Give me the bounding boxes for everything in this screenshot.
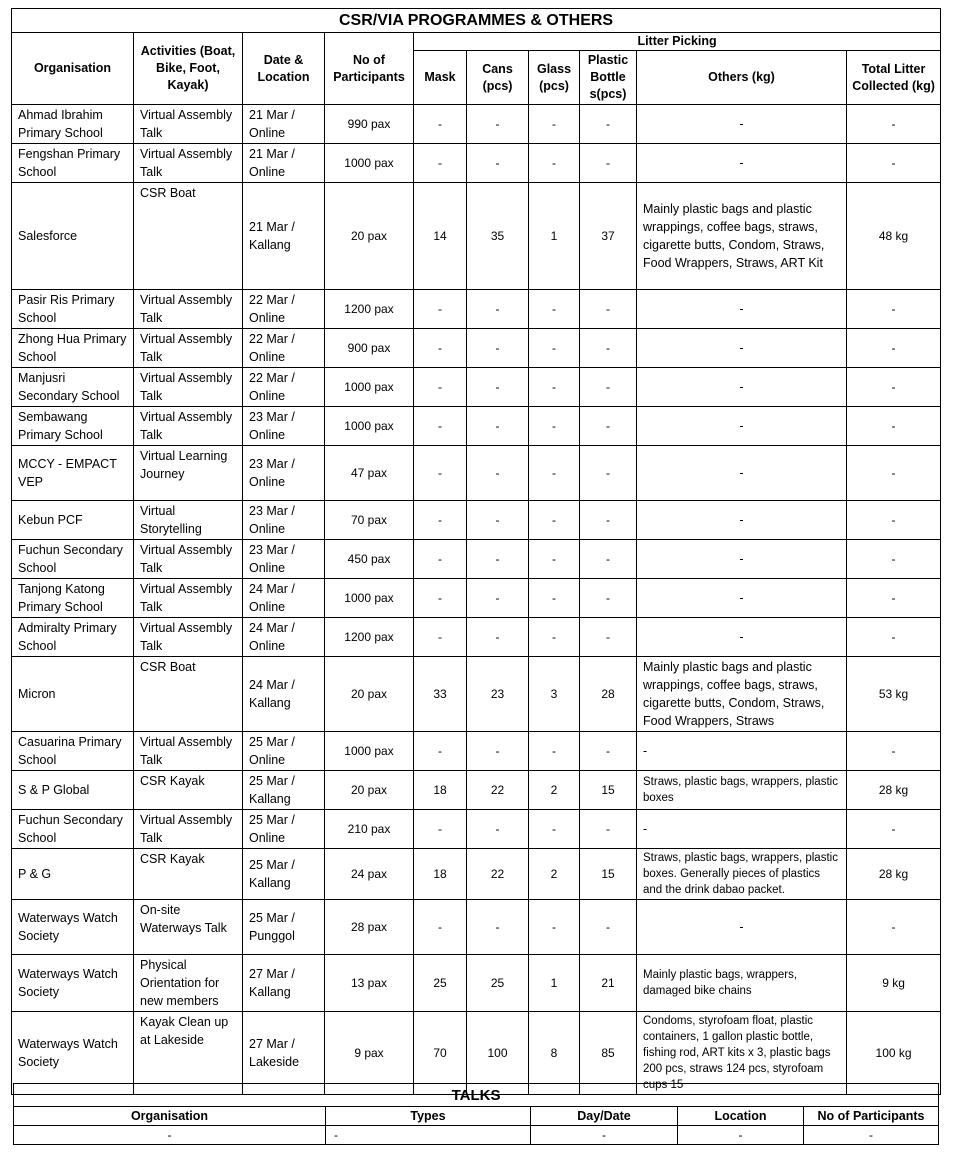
activity-cell: Virtual Assembly Talk: [134, 329, 243, 368]
plastic-bottles-count-cell: -: [580, 144, 637, 183]
others-cell: -: [637, 501, 847, 540]
date-location-cell: 25 Mar / Online: [243, 732, 325, 771]
total-litter-cell: -: [847, 900, 941, 955]
date-location-cell: 22 Mar / Online: [243, 290, 325, 329]
organisation-cell: Fuchun Secondary School: [12, 540, 134, 579]
cans-count-cell: -: [467, 144, 529, 183]
glass-count-cell: -: [529, 290, 580, 329]
mask-count-cell: 70: [414, 1012, 467, 1095]
activity-cell: CSR Boat: [134, 183, 243, 290]
glass-count-cell: -: [529, 810, 580, 849]
activity-cell: Virtual Assembly Talk: [134, 144, 243, 183]
plastic-bottles-count-cell: -: [580, 501, 637, 540]
mask-count-cell: 25: [414, 955, 467, 1012]
activity-cell: Virtual Assembly Talk: [134, 290, 243, 329]
mask-count-cell: -: [414, 501, 467, 540]
total-litter-cell: -: [847, 501, 941, 540]
organisation-cell: Waterways Watch Society: [12, 900, 134, 955]
plastic-bottles-count-cell: -: [580, 368, 637, 407]
date-location-cell: 21 Mar / Online: [243, 105, 325, 144]
table-row: [12, 579, 941, 618]
cans-count-cell: -: [467, 900, 529, 955]
glass-count-cell: 2: [529, 771, 580, 810]
glass-count-cell: -: [529, 329, 580, 368]
date-location-cell: 24 Mar / Kallang: [243, 657, 325, 732]
plastic-bottles-count-cell: -: [580, 810, 637, 849]
organisation-cell: Ahmad Ibrahim Primary School: [12, 105, 134, 144]
mask-count-cell: -: [414, 618, 467, 657]
table-row: [12, 368, 941, 407]
mask-count-cell: -: [414, 290, 467, 329]
header-litter-picking: Litter Picking: [414, 33, 941, 51]
talks-header-participants: No of Participants: [804, 1107, 939, 1126]
mask-count-cell: -: [414, 579, 467, 618]
others-cell: Mainly plastic bags and plastic wrappings, coffee bags, straws, cigarette butts, Condom, Straws, Food Wrappers, Straws: [637, 657, 847, 732]
others-cell: -: [637, 732, 847, 771]
date-location-cell: 22 Mar / Online: [243, 368, 325, 407]
activity-cell: CSR Boat: [134, 657, 243, 732]
header-participants: No of Participants: [325, 33, 414, 105]
organisation-cell: Salesforce: [12, 183, 134, 290]
date-location-cell: 25 Mar / Kallang: [243, 771, 325, 810]
participants-cell: 20 pax: [325, 771, 414, 810]
participants-cell: 1000 pax: [325, 144, 414, 183]
date-location-cell: 21 Mar / Online: [243, 144, 325, 183]
total-litter-cell: -: [847, 618, 941, 657]
others-cell: -: [637, 540, 847, 579]
talks-header-organisation: Organisation: [14, 1107, 326, 1126]
others-cell: Mainly plastic bags, wrappers, damaged bike chains: [637, 955, 847, 1012]
date-location-cell: 23 Mar / Online: [243, 446, 325, 501]
others-cell: Straws, plastic bags, wrappers, plastic boxes. Generally pieces of plastics and the drink dabao packet.: [637, 849, 847, 900]
table-row: [12, 771, 941, 810]
talks-cell-day-date: -: [531, 1126, 678, 1145]
talks-header-day-date: Day/Date: [531, 1107, 678, 1126]
organisation-cell: Kebun PCF: [12, 501, 134, 540]
table-row: [12, 955, 941, 1012]
talks-header-types: Types: [326, 1107, 531, 1126]
cans-count-cell: 35: [467, 183, 529, 290]
glass-count-cell: -: [529, 618, 580, 657]
date-location-cell: 24 Mar / Online: [243, 579, 325, 618]
mask-count-cell: -: [414, 368, 467, 407]
glass-count-cell: -: [529, 368, 580, 407]
talks-header-location: Location: [678, 1107, 804, 1126]
cans-count-cell: 23: [467, 657, 529, 732]
date-location-cell: 21 Mar / Kallang: [243, 183, 325, 290]
table-body: [12, 105, 941, 1095]
activity-cell: Virtual Assembly Talk: [134, 407, 243, 446]
total-litter-cell: 100 kg: [847, 1012, 941, 1095]
mask-count-cell: -: [414, 732, 467, 771]
table-row: [12, 618, 941, 657]
table-title: CSR/VIA PROGRAMMES & OTHERS: [12, 9, 941, 33]
cans-count-cell: -: [467, 618, 529, 657]
plastic-bottles-count-cell: -: [580, 540, 637, 579]
mask-count-cell: -: [414, 446, 467, 501]
organisation-cell: Waterways Watch Society: [12, 1012, 134, 1095]
glass-count-cell: -: [529, 407, 580, 446]
others-cell: -: [637, 810, 847, 849]
glass-count-cell: 1: [529, 183, 580, 290]
table-row: [12, 657, 941, 732]
cans-count-cell: -: [467, 105, 529, 144]
organisation-cell: MCCY - EMPACT VEP: [12, 446, 134, 501]
glass-count-cell: -: [529, 579, 580, 618]
participants-cell: 1000 pax: [325, 407, 414, 446]
cans-count-cell: -: [467, 810, 529, 849]
mask-count-cell: -: [414, 407, 467, 446]
header-others: Others (kg): [637, 51, 847, 105]
plastic-bottles-count-cell: 28: [580, 657, 637, 732]
cans-count-cell: -: [467, 501, 529, 540]
glass-count-cell: 1: [529, 955, 580, 1012]
others-cell: -: [637, 579, 847, 618]
table-row: [12, 501, 941, 540]
total-litter-cell: 9 kg: [847, 955, 941, 1012]
mask-count-cell: -: [414, 105, 467, 144]
total-litter-cell: -: [847, 407, 941, 446]
plastic-bottles-count-cell: -: [580, 900, 637, 955]
total-litter-cell: -: [847, 540, 941, 579]
table-row: [12, 732, 941, 771]
activity-cell: Physical Orientation for new members: [134, 955, 243, 1012]
activity-cell: Virtual Assembly Talk: [134, 810, 243, 849]
activity-cell: Virtual Assembly Talk: [134, 732, 243, 771]
header-cans: Cans (pcs): [467, 51, 529, 105]
organisation-cell: Casuarina Primary School: [12, 732, 134, 771]
others-cell: -: [637, 446, 847, 501]
activity-cell: Virtual Assembly Talk: [134, 579, 243, 618]
table-row: [12, 810, 941, 849]
mask-count-cell: -: [414, 900, 467, 955]
plastic-bottles-count-cell: 85: [580, 1012, 637, 1095]
activity-cell: CSR Kayak: [134, 771, 243, 810]
table-row: [12, 105, 941, 144]
organisation-cell: S & P Global: [12, 771, 134, 810]
total-litter-cell: -: [847, 329, 941, 368]
date-location-cell: 23 Mar / Online: [243, 501, 325, 540]
table-row: [12, 407, 941, 446]
table-row: [12, 540, 941, 579]
glass-count-cell: -: [529, 144, 580, 183]
activity-cell: On-site Waterways Talk: [134, 900, 243, 955]
participants-cell: 990 pax: [325, 105, 414, 144]
organisation-cell: Fuchun Secondary School: [12, 810, 134, 849]
date-location-cell: 25 Mar / Online: [243, 810, 325, 849]
header-activities: Activities (Boat, Bike, Foot, Kayak): [134, 33, 243, 105]
plastic-bottles-count-cell: -: [580, 732, 637, 771]
others-cell: Mainly plastic bags and plastic wrappings, coffee bags, straws, cigarette butts, Condom, Straws, Food Wrappers, Straws, ART Kit: [637, 183, 847, 290]
plastic-bottles-count-cell: -: [580, 329, 637, 368]
others-cell: -: [637, 144, 847, 183]
plastic-bottles-count-cell: 37: [580, 183, 637, 290]
participants-cell: 24 pax: [325, 849, 414, 900]
cans-count-cell: -: [467, 540, 529, 579]
talks-cell-organisation: -: [14, 1126, 326, 1145]
talks-cell-location: -: [678, 1126, 804, 1145]
total-litter-cell: -: [847, 810, 941, 849]
plastic-bottles-count-cell: -: [580, 105, 637, 144]
mask-count-cell: 18: [414, 849, 467, 900]
activity-cell: Virtual Learning Journey: [134, 446, 243, 501]
cans-count-cell: -: [467, 368, 529, 407]
table-row: [12, 446, 941, 501]
others-cell: -: [637, 618, 847, 657]
date-location-cell: 27 Mar / Lakeside: [243, 1012, 325, 1095]
organisation-cell: Fengshan Primary School: [12, 144, 134, 183]
participants-cell: 13 pax: [325, 955, 414, 1012]
glass-count-cell: -: [529, 446, 580, 501]
organisation-cell: Manjusri Secondary School: [12, 368, 134, 407]
total-litter-cell: 48 kg: [847, 183, 941, 290]
header-date-location: Date & Location: [243, 33, 325, 105]
header-plastic-bottles: Plastic Bottle s(pcs): [580, 51, 637, 105]
activity-cell: Virtual Assembly Talk: [134, 105, 243, 144]
others-cell: -: [637, 329, 847, 368]
plastic-bottles-count-cell: 15: [580, 771, 637, 810]
table-row: [12, 290, 941, 329]
plastic-bottles-count-cell: -: [580, 407, 637, 446]
organisation-cell: Waterways Watch Society: [12, 955, 134, 1012]
activity-cell: Kayak Clean up at Lakeside: [134, 1012, 243, 1095]
plastic-bottles-count-cell: -: [580, 579, 637, 618]
others-cell: -: [637, 368, 847, 407]
plastic-bottles-count-cell: 15: [580, 849, 637, 900]
mask-count-cell: -: [414, 810, 467, 849]
participants-cell: 70 pax: [325, 501, 414, 540]
total-litter-cell: -: [847, 732, 941, 771]
cans-count-cell: 22: [467, 771, 529, 810]
participants-cell: 20 pax: [325, 183, 414, 290]
participants-cell: 47 pax: [325, 446, 414, 501]
glass-count-cell: -: [529, 540, 580, 579]
glass-count-cell: -: [529, 900, 580, 955]
talks-cell-types: -: [326, 1126, 531, 1145]
others-cell: -: [637, 290, 847, 329]
mask-count-cell: 33: [414, 657, 467, 732]
glass-count-cell: -: [529, 105, 580, 144]
organisation-cell: P & G: [12, 849, 134, 900]
date-location-cell: 27 Mar / Kallang: [243, 955, 325, 1012]
activity-cell: Virtual Assembly Talk: [134, 368, 243, 407]
date-location-cell: 25 Mar / Kallang: [243, 849, 325, 900]
talks-title: TALKS: [14, 1084, 939, 1107]
participants-cell: 450 pax: [325, 540, 414, 579]
organisation-cell: Sembawang Primary School: [12, 407, 134, 446]
table-row: [12, 144, 941, 183]
date-location-cell: 23 Mar / Online: [243, 407, 325, 446]
date-location-cell: 22 Mar / Online: [243, 329, 325, 368]
plastic-bottles-count-cell: -: [580, 446, 637, 501]
participants-cell: 210 pax: [325, 810, 414, 849]
mask-count-cell: 18: [414, 771, 467, 810]
table-row: [12, 329, 941, 368]
glass-count-cell: -: [529, 732, 580, 771]
glass-count-cell: -: [529, 501, 580, 540]
total-litter-cell: 28 kg: [847, 849, 941, 900]
total-litter-cell: 28 kg: [847, 771, 941, 810]
organisation-cell: Micron: [12, 657, 134, 732]
mask-count-cell: -: [414, 144, 467, 183]
talks-table: [13, 1083, 939, 1145]
glass-count-cell: 8: [529, 1012, 580, 1095]
organisation-cell: Zhong Hua Primary School: [12, 329, 134, 368]
plastic-bottles-count-cell: -: [580, 290, 637, 329]
total-litter-cell: -: [847, 144, 941, 183]
participants-cell: 20 pax: [325, 657, 414, 732]
activity-cell: CSR Kayak: [134, 849, 243, 900]
header-glass: Glass (pcs): [529, 51, 580, 105]
plastic-bottles-count-cell: -: [580, 618, 637, 657]
table-row: [12, 183, 941, 290]
total-litter-cell: -: [847, 105, 941, 144]
talks-cell-participants: -: [804, 1126, 939, 1145]
participants-cell: 9 pax: [325, 1012, 414, 1095]
participants-cell: 1000 pax: [325, 368, 414, 407]
cans-count-cell: 25: [467, 955, 529, 1012]
total-litter-cell: -: [847, 290, 941, 329]
participants-cell: 28 pax: [325, 900, 414, 955]
cans-count-cell: -: [467, 579, 529, 618]
organisation-cell: Admiralty Primary School: [12, 618, 134, 657]
date-location-cell: 24 Mar / Online: [243, 618, 325, 657]
total-litter-cell: 53 kg: [847, 657, 941, 732]
activity-cell: Virtual Storytelling: [134, 501, 243, 540]
cans-count-cell: -: [467, 446, 529, 501]
activity-cell: Virtual Assembly Talk: [134, 540, 243, 579]
cans-count-cell: -: [467, 329, 529, 368]
table-row: [12, 900, 941, 955]
cans-count-cell: -: [467, 290, 529, 329]
csr-programmes-table: [11, 8, 941, 1095]
mask-count-cell: -: [414, 540, 467, 579]
others-cell: Straws, plastic bags, wrappers, plastic boxes: [637, 771, 847, 810]
table-row: [12, 849, 941, 900]
glass-count-cell: 3: [529, 657, 580, 732]
others-cell: Condoms, styrofoam float, plastic containers, 1 gallon plastic bottle, fishing rod, ART kits x 3, plastic bags 200 pcs, straws 124 pcs, styrofoam cups 15: [637, 1012, 847, 1095]
plastic-bottles-count-cell: 21: [580, 955, 637, 1012]
total-litter-cell: -: [847, 579, 941, 618]
cans-count-cell: -: [467, 732, 529, 771]
date-location-cell: 23 Mar / Online: [243, 540, 325, 579]
mask-count-cell: -: [414, 329, 467, 368]
others-cell: -: [637, 407, 847, 446]
participants-cell: 1200 pax: [325, 290, 414, 329]
glass-count-cell: 2: [529, 849, 580, 900]
participants-cell: 900 pax: [325, 329, 414, 368]
cans-count-cell: -: [467, 407, 529, 446]
organisation-cell: Tanjong Katong Primary School: [12, 579, 134, 618]
header-total-litter: Total Litter Collected (kg): [847, 51, 941, 105]
total-litter-cell: -: [847, 368, 941, 407]
total-litter-cell: -: [847, 446, 941, 501]
participants-cell: 1000 pax: [325, 732, 414, 771]
mask-count-cell: 14: [414, 183, 467, 290]
header-organisation: Organisation: [12, 33, 134, 105]
cans-count-cell: 22: [467, 849, 529, 900]
activity-cell: Virtual Assembly Talk: [134, 618, 243, 657]
participants-cell: 1000 pax: [325, 579, 414, 618]
organisation-cell: Pasir Ris Primary School: [12, 290, 134, 329]
cans-count-cell: 100: [467, 1012, 529, 1095]
others-cell: -: [637, 105, 847, 144]
participants-cell: 1200 pax: [325, 618, 414, 657]
date-location-cell: 25 Mar / Punggol: [243, 900, 325, 955]
others-cell: -: [637, 900, 847, 955]
header-mask: Mask: [414, 51, 467, 105]
